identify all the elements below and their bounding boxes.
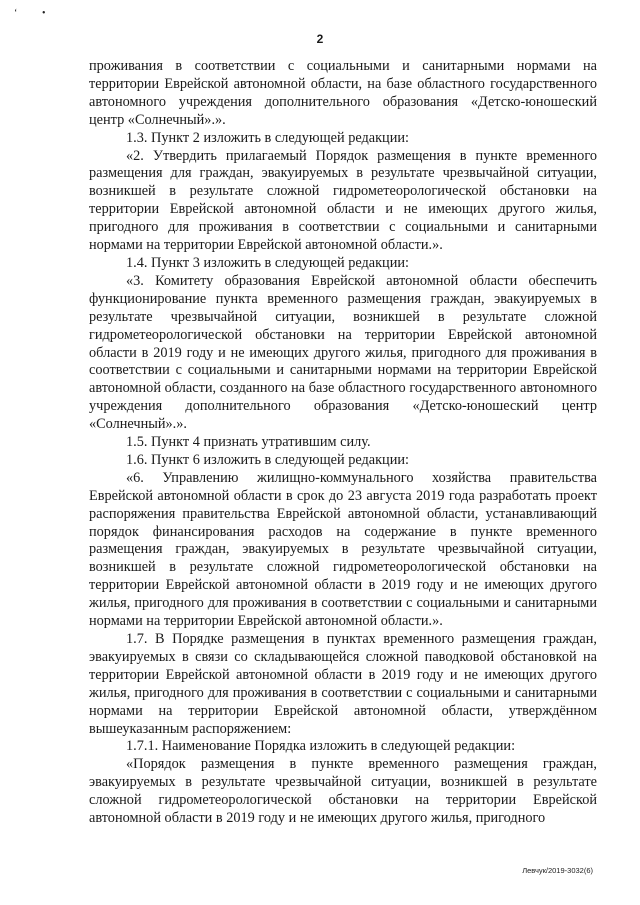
scan-mark-dot: •: [42, 8, 46, 19]
paragraph-quote-point-6: «6. Управлению жилищно-коммунального хозяйства правительства Еврейской автономной области в срок до 23 августа 2019 года разработать проект распоряжения правительства Еврейской автономной области, устанавливающий порядок финансирования расходов на содержание в пункте временного размещения граждан, эвакуируемых в результате чрезвычайной ситуации, возникшей в результате сложной гидрометеорологической обстановки на территории Еврейской автономной области в 2019 году и не имеющих другого жилья, пригодного для проживания в соответствии с социальными и санитарными нормами на территории Еврейской автономной области.».: [89, 469, 597, 630]
footer-document-code: Левчук/2019-3032(6): [522, 866, 593, 875]
paragraph-item-1-7-1: 1.7.1. Наименование Порядка изложить в следующей редакции:: [126, 738, 516, 755]
paragraph-item-1-5: 1.5. Пункт 4 признать утратившим силу.: [126, 434, 371, 451]
paragraph-quote-point-3: «3. Комитету образования Еврейской автономной области обеспечить функционирование пункта временного размещения граждан, эвакуируемых в результате чрезвычайной ситуации, возникшей в результате сложной гидрометеорологической обстановки на территории Еврейской автономной области в 2019 году и не имеющих другого жилья, пригодного для проживания в соответствии с социальными и санитарными нормами на территории Еврейской автономной области, созданного на базе областного государственного автономного учреждения дополнительного образования «Детско-юношеский центр «Солнечный».».: [89, 272, 597, 433]
paragraph-quote-point-2: «2. Утвердить прилагаемый Порядок размещения в пункте временного размещения для граждан, эвакуируемых в результате чрезвычайной ситуации, возникшей в результате сложной гидрометеорологической обстановки на территории Еврейской автономной области и не имеющих другого жилья, пригодного для проживания в соответствии с социальными и санитарными нормами на территории Еврейской автономной области.».: [89, 147, 597, 254]
paragraph-item-1-7: 1.7. В Порядке размещения в пунктах временного размещения граждан, эвакуируемых в связи со складывающейся сложной паводковой обстановкой на территории Еврейской автономной области в 2019 году и не имеющих другого жилья, пригодного для проживания в соответствии с социальными и санитарными нормами на территории Еврейской автономной области, утверждённом вышеуказанным распоряжением:: [89, 631, 597, 737]
paragraph-item-1-6: 1.6. Пункт 6 изложить в следующей редакции:: [126, 451, 409, 468]
page-number: 2: [316, 32, 324, 46]
paragraph-quote-order-title: «Порядок размещения в пункте временного размещения граждан, эвакуируемых в результате чрезвычайной ситуации, возникшей в результате сложной гидрометеорологической обстановки на территории Еврейской автономной области в 2019 году и не имеющих другого жилья, пригодного: [89, 756, 597, 827]
paragraph-item-1-3: 1.3. Пункт 2 изложить в следующей редакции:: [126, 129, 409, 146]
scan-mark-left: ‘: [14, 8, 18, 19]
document-body: [89, 58, 597, 828]
paragraph-continuation: проживания в соответствии с социальными и санитарными нормами на территории Еврейской автономной области, на базе областного государственного автономного учреждения дополнительного образования «Детско-юношеский центр «Солнечный».».: [89, 58, 597, 128]
paragraph-item-1-4: 1.4. Пункт 3 изложить в следующей редакции:: [126, 254, 409, 271]
